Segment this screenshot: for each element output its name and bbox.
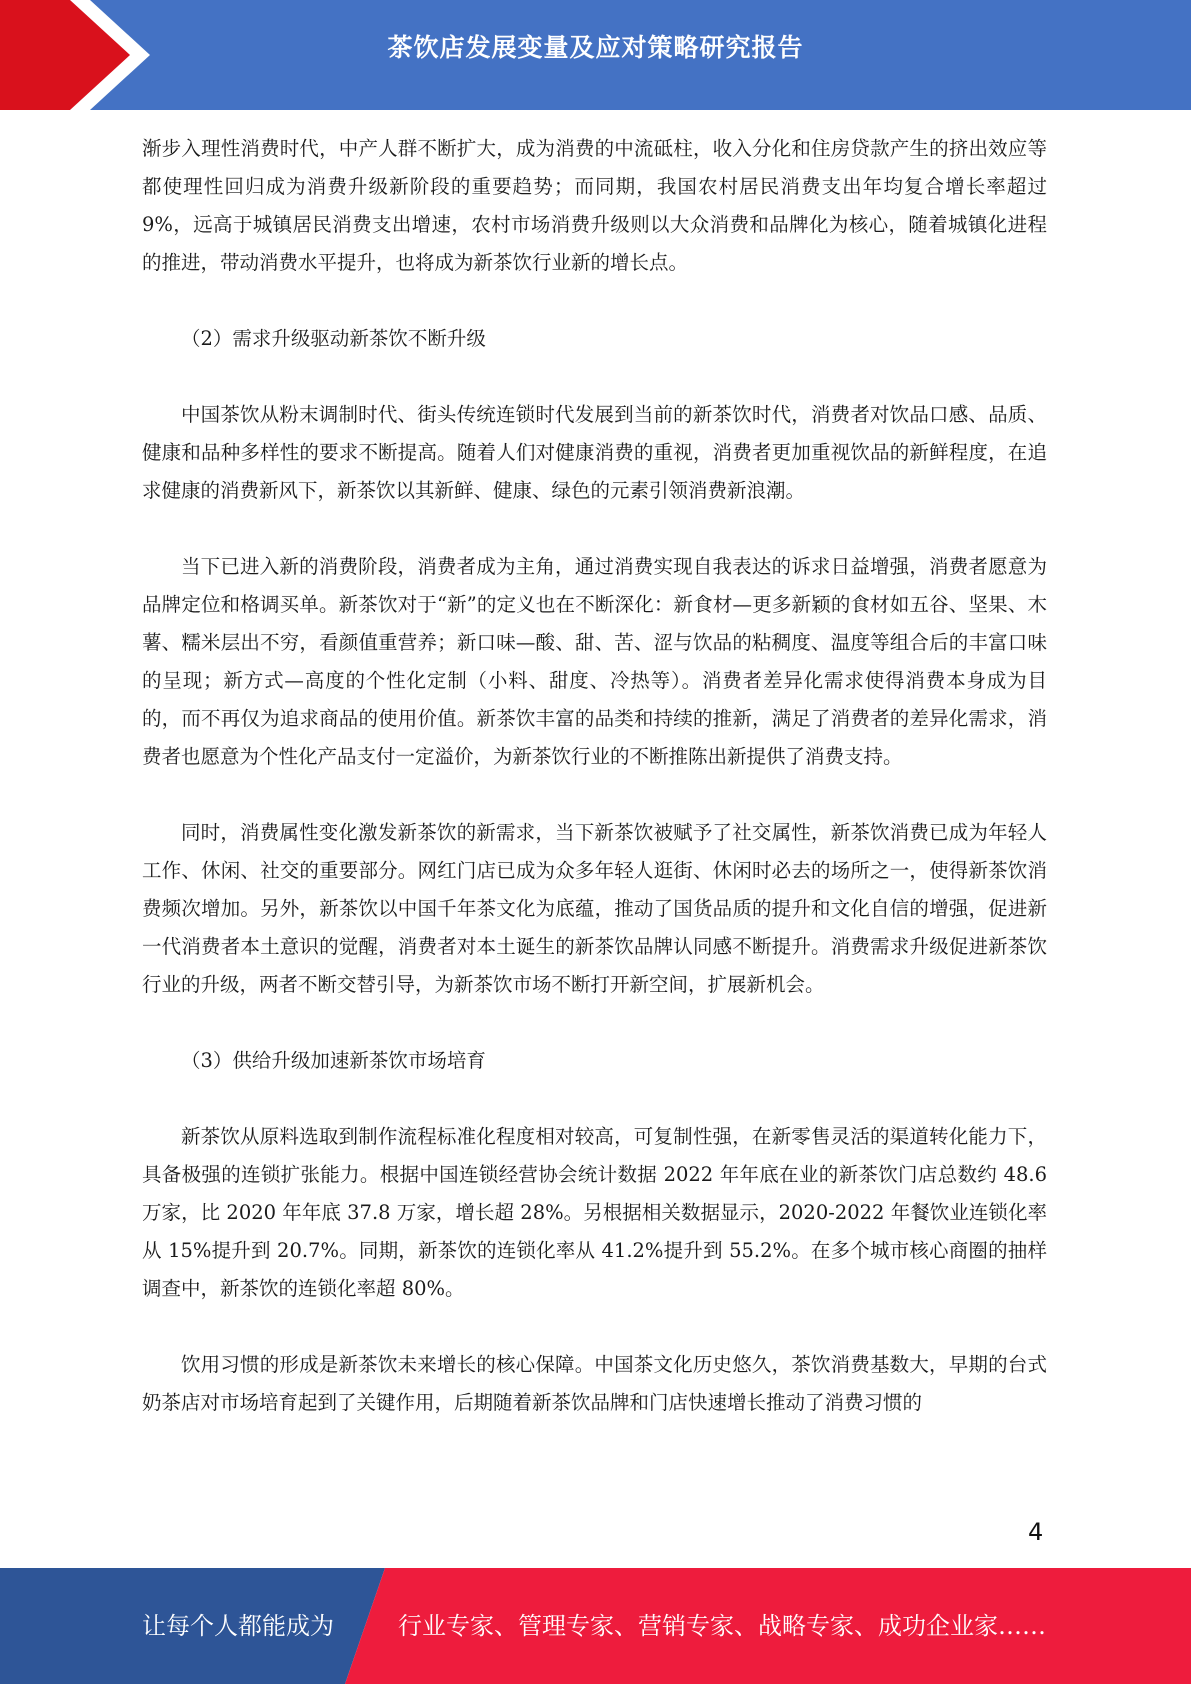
paragraph-continued: 渐步入理性消费时代，中产人群不断扩大，成为消费的中流砥柱，收入分化和住房贷款产生的挤出效应等都使理性回归成为消费升级新阶段的重要趋势；而同期，我国农村居民消费支出年均复合增长率超过 9%，远高于城镇居民消费支出增速，农村市场消费升级则以大众消费和品牌化为核心，随着城镇化进程的推进，带动消费水平提升，也将成为新茶饮行业新的增长点。 bbox=[142, 137, 1047, 274]
page-footer bbox=[0, 1568, 1191, 1684]
document-body bbox=[142, 130, 1047, 1460]
footer-slogan-right: 行业专家、管理专家、营销专家、战略专家、成功企业家…… bbox=[398, 1612, 1046, 1640]
section-heading-2: （2）需求升级驱动新茶饮不断升级 bbox=[181, 327, 486, 350]
page-number: 4 bbox=[1028, 1518, 1044, 1546]
paragraph: 同时，消费属性变化激发新茶饮的新需求，当下新茶饮被赋予了社交属性，新茶饮消费已成为年轻人工作、休闲、社交的重要部分。网红门店已成为众多年轻人逛街、休闲时必去的场所之一，使得新茶饮消费频次增加。另外，新茶饮以中国千年茶文化为底蕴，推动了国货品质的提升和文化自信的增强，促进新一代消费者本土意识的觉醒，消费者对本土诞生的新茶饮品牌认同感不断提升。消费需求升级促进新茶饮行业的升级，两者不断交替引导，为新茶饮市场不断打开新空间，扩展新机会。 bbox=[142, 821, 1047, 996]
paragraph: 新茶饮从原料选取到制作流程标准化程度相对较高，可复制性强，在新零售灵活的渠道转化能力下，具备极强的连锁扩张能力。根据中国连锁经营协会统计数据 2022 年年底在业的新茶饮门店总数约 48.6 万家，比 2020 年年底 37.8 万家，增长超 28%。另根据相关数据显示，2020-2022 年餐饮业连锁化率从 15%提升到 20.7%。同期，新茶饮的连锁化率从 41.2%提升到 55.2%。在多个城市核心商圈的抽样调查中，新茶饮的连锁化率超 80%。 bbox=[142, 1125, 1047, 1300]
footer-slogan-left: 让每个人都能成为 bbox=[142, 1612, 334, 1640]
report-title: 茶饮店发展变量及应对策略研究报告 bbox=[387, 33, 804, 62]
paragraph: 中国茶饮从粉末调制时代、街头传统连锁时代发展到当前的新茶饮时代，消费者对饮品口感、品质、健康和品种多样性的要求不断提高。随着人们对健康消费的重视，消费者更加重视饮品的新鲜程度，在追求健康的消费新风下，新茶饮以其新鲜、健康、绿色的元素引领消费新浪潮。 bbox=[142, 403, 1047, 502]
section-heading-3: （3）供给升级加速新茶饮市场培育 bbox=[181, 1049, 486, 1072]
paragraph: 饮用习惯的形成是新茶饮未来增长的核心保障。中国茶文化历史悠久，茶饮消费基数大，早期的台式奶茶店对市场培育起到了关键作用，后期随着新茶饮品牌和门店快速增长推动了消费习惯的 bbox=[142, 1353, 1047, 1414]
page-header bbox=[0, 0, 1191, 110]
paragraph: 当下已进入新的消费阶段，消费者成为主角，通过消费实现自我表达的诉求日益增强，消费者愿意为品牌定位和格调买单。新茶饮对于“新”的定义也在不断深化：新食材—更多新颖的食材如五谷、坚果、木薯、糯米层出不穷，看颜值重营养；新口味—酸、甜、苦、涩与饮品的粘稠度、温度等组合后的丰富口味的呈现；新方式—高度的个性化定制（小料、甜度、冷热等）。消费者差异化需求使得消费本身成为目的，而不再仅为追求商品的使用价值。新茶饮丰富的品类和持续的推新，满足了消费者的差异化需求，消费者也愿意为个性化产品支付一定溢价，为新茶饮行业的不断推陈出新提供了消费支持。 bbox=[142, 555, 1047, 768]
